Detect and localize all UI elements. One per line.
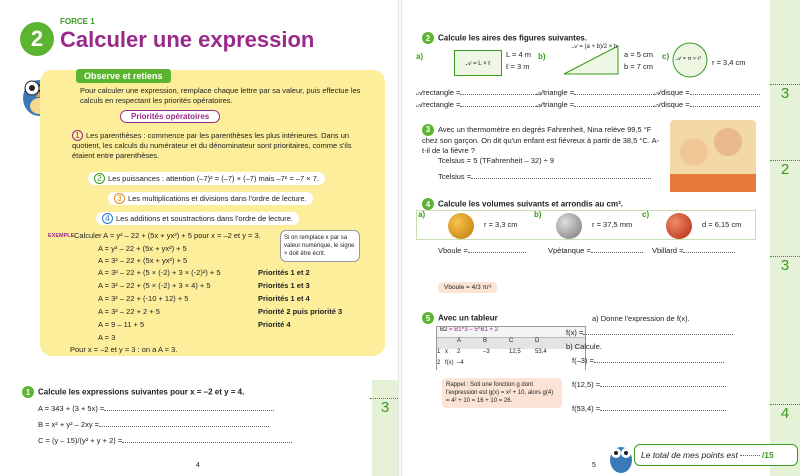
answer-field[interactable] <box>122 442 292 443</box>
answer-line: f(53,4) = <box>572 404 726 413</box>
exercise-5-title: 5 Avec un tableur <box>422 312 498 324</box>
formula-text: 𝒜 = π × r² <box>676 56 702 62</box>
answer-line: 𝒜disque = <box>654 88 760 98</box>
answer-field[interactable] <box>460 94 540 95</box>
intro-text: Pour calculer une expression, remplace chaque lettre par sa valeur, puis effectue les calculs en respectant les priorités opératoires. <box>80 86 361 105</box>
page-number: 5 <box>592 462 596 469</box>
exercise-4-title: 4 Calcule les volumes suivants et arrondis au cm³. <box>422 198 623 210</box>
item-label: c) <box>642 210 650 219</box>
score-badge: 3 <box>770 84 800 102</box>
priority-label: Priorités 1 et 3 <box>258 281 310 290</box>
ball-icon <box>448 213 474 239</box>
value-text: ℓ = 3 m <box>506 62 530 71</box>
spreadsheet <box>436 326 586 370</box>
lesson-number-badge: 2 <box>20 22 54 56</box>
rectangle-figure: 𝒜 = L × ℓ <box>454 50 502 76</box>
priority-4: 4 Les additions et soustractions dans l'ordre de lecture. <box>96 212 299 225</box>
exercise-number-2: 2 <box>422 32 434 44</box>
answer-field[interactable] <box>594 362 724 363</box>
petanque-ball-icon <box>556 213 582 239</box>
question-text: a) Donne l'expression de f(x). <box>592 314 690 323</box>
answer-field[interactable] <box>600 410 726 411</box>
left-page <box>0 0 398 476</box>
score-badge: 3 <box>770 256 800 274</box>
exercise-number-4: 4 <box>422 198 434 210</box>
priority-label: Priorités 1 et 2 <box>258 268 310 277</box>
answer-field[interactable] <box>574 106 654 107</box>
answer-field[interactable] <box>583 334 733 335</box>
value-text: L = 4 m <box>506 50 531 59</box>
page-title: Calculer une expression <box>60 27 315 52</box>
exercise-1-line: C = (y – 15)/(y² + y + 2) = <box>38 436 292 445</box>
example-line: A = y² – 22 + (5x + yx²) + 5 <box>98 244 187 253</box>
answer-field[interactable] <box>591 252 643 253</box>
priorities-title: Priorités opératoires <box>120 110 220 123</box>
column-headers: A B C D <box>437 338 585 349</box>
volume-hint: Vboule = 4/3 πr³ <box>438 282 497 293</box>
item-label: a) <box>418 210 426 219</box>
number-3-icon: 3 <box>114 193 125 204</box>
answer-field[interactable] <box>690 106 760 107</box>
example-line: A = 3² – 22 + (5 × (-2) + 3 × (-2)²) + 5 <box>98 268 221 277</box>
priority-1: 1 Les parenthèses : commence par les parenthèses les plus intérieures. Dans un quotient, les calculs du numérateur et du dénominateur sont prioritaires, comme s'ils étaient entre parenthèses. <box>72 131 352 160</box>
example-line: A = 3² – 22 + (-10 + 12) + 5 <box>98 294 189 303</box>
value-text: r = 3,4 cm <box>712 58 746 67</box>
reminder-box: Rappel : Soit une fonction g dont l'expression est g(x) = x² + 10, alors g(4) = 4² + 10 = 16 + 10 = 26. <box>442 378 562 408</box>
billiard-ball-icon <box>666 213 692 239</box>
total-box: Le total de mes points est /15 <box>634 444 798 466</box>
answer-line: 𝒜disque = <box>654 100 760 110</box>
exercise-1-line: B = x² + y² – 2xy = <box>38 420 269 429</box>
example-line: A = 3² – 22 + 2 + 5 <box>98 307 160 316</box>
exercise-number-3: 3 <box>422 124 434 136</box>
answer-line: Vboule = <box>438 246 526 255</box>
answer-line: f(12,5) = <box>572 380 726 389</box>
value-text: a = 5 cm <box>624 50 653 59</box>
priority-3: 3 Les multiplications et divisions dans l'ordre de lecture. <box>108 192 313 205</box>
total-field[interactable] <box>740 455 760 456</box>
example-conclusion: Pour x = –2 et y = 3 : on a A = 3. <box>70 345 178 354</box>
value-text: d = 6,15 cm <box>702 220 742 229</box>
priority-2: 2 Les puissances : attention (–7)² = (–7) × (–7) mais –7² = –7 × 7. <box>88 172 325 185</box>
example-line: A = 9 – 11 + 5 <box>98 320 145 329</box>
owl-icon <box>606 438 636 474</box>
item-label: b) <box>538 52 546 61</box>
value-text: r = 3,3 cm <box>484 220 518 229</box>
answer-line: 𝒜triangle = <box>536 100 654 110</box>
number-1-icon: 1 <box>72 130 83 141</box>
note-bubble: Si on remplace x par sa valeur numérique, le signe × doit être écrit. <box>280 230 360 262</box>
score-badge: 3 <box>370 398 400 416</box>
example-line: A = 3² – 22 + (5 × (-2) + 3 × 4) + 5 <box>98 281 211 290</box>
answer-line: 𝒜triangle = <box>536 88 654 98</box>
exercise-2-title: 2 Calcule les aires des figures suivantes. <box>422 32 587 44</box>
item-label: a) <box>416 52 424 61</box>
answer-line: f(–3) = <box>572 356 724 365</box>
exercise-number-5: 5 <box>422 312 434 324</box>
exercise-1-title: 1 Calcule les expressions suivantes pour x = –2 et y = 4. <box>22 386 244 398</box>
formula-bar: B2 = B1^3 – 5^B1 + 2 <box>437 327 585 338</box>
answer-line: 𝒜rectangle = <box>416 100 540 110</box>
answer-field[interactable] <box>104 410 274 411</box>
spreadsheet-row: 2 f(x) –4 <box>437 360 585 371</box>
chapter-label: FORCE 1 <box>60 17 95 26</box>
answer-field[interactable] <box>600 386 726 387</box>
number-2-icon: 2 <box>94 173 105 184</box>
value-text: r = 37,5 mm <box>592 220 633 229</box>
value-text: b = 7 cm <box>624 62 653 71</box>
score-strip <box>372 380 398 476</box>
box-title: Observe et retiens <box>76 69 171 83</box>
answer-line: 𝒜rectangle = <box>416 88 540 98</box>
number-4-icon: 4 <box>102 213 113 224</box>
item-label: c) <box>662 52 670 61</box>
page-number: 4 <box>196 462 200 469</box>
example-line: A = 3 <box>98 333 116 342</box>
priority-label: Priorités 1 et 4 <box>258 294 310 303</box>
priority-label: Priorité 4 <box>258 320 291 329</box>
answer-field[interactable] <box>471 178 651 179</box>
example-label: EXEMPLE <box>48 233 75 239</box>
formula-text: 𝒜 = (a + b)/2 × h <box>572 44 618 50</box>
answer-field[interactable] <box>460 106 540 107</box>
child-thermometer-image <box>670 120 756 192</box>
example-line: Calculer A = y² – 22 + (5x + yx²) + 5 pour x = –2 et y = 3. <box>74 231 261 240</box>
answer-field[interactable] <box>683 252 735 253</box>
score-badge: 2 <box>770 160 800 178</box>
example-line: A = 3² – 22 + (5x + yx²) + 5 <box>98 256 188 265</box>
answer-field[interactable] <box>574 94 654 95</box>
formula-text: Tcelsius = 5 (TFahrenheit – 32) ÷ 9 <box>438 156 555 165</box>
answer-field[interactable] <box>690 94 760 95</box>
priority-label: Priorité 2 puis priorité 3 <box>258 307 343 316</box>
score-badge: 4 <box>770 404 800 422</box>
answer-field[interactable] <box>468 252 526 253</box>
exercise-number-1: 1 <box>22 386 34 398</box>
answer-line: Tcelsius = <box>438 172 651 181</box>
right-page <box>402 0 800 476</box>
answer-line: Vbillard = <box>652 246 735 255</box>
spreadsheet-row: 1 x 2 –3 12,5 53,4 <box>437 349 585 360</box>
answer-line: f(x) = <box>566 328 733 337</box>
answer-line: Vpétanque = <box>548 246 643 255</box>
question-text: b) Calcule. <box>566 342 602 351</box>
item-label: b) <box>534 210 542 219</box>
answer-field[interactable] <box>99 426 269 427</box>
exercise-1-line: A = 343 + (3 + 5x) = <box>38 404 274 413</box>
exercise-3-text: 3 Avec un thermomètre en degrés Fahrenheit, Nina relève 99,5 °F chez son garçon. On dit qu'un enfant est fiévreux à partir de 38,5 °C. A-t-il de la fièvre ? <box>422 125 660 155</box>
